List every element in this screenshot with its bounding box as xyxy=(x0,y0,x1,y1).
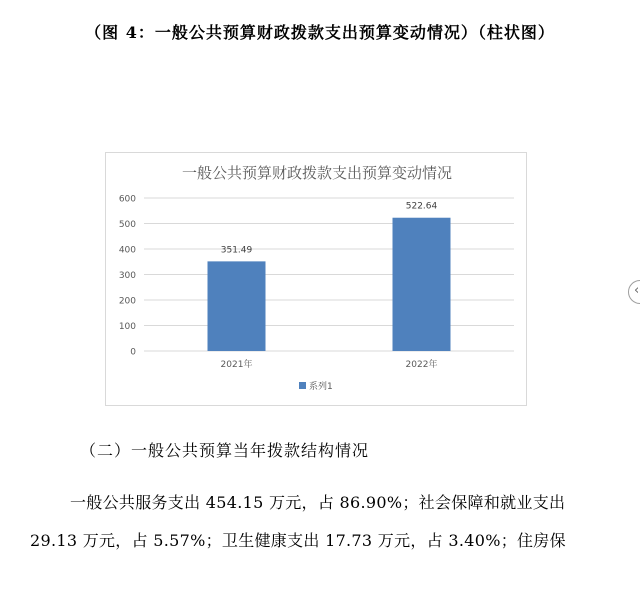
bar xyxy=(208,261,266,351)
chart-title: 一般公共预算财政拨款支出预算变动情况 xyxy=(181,164,453,182)
y-axis-ticks xyxy=(119,195,136,358)
y-tick-label: 100 xyxy=(118,322,136,332)
legend-swatch xyxy=(299,382,306,389)
y-tick-label: 200 xyxy=(118,296,136,307)
legend xyxy=(299,380,333,392)
body-line-2: 29.13 万元，占 5.57%；卫生健康支出 17.73 万元，占 3.40%；住房保 xyxy=(30,531,566,550)
y-tick-label: 600 xyxy=(118,194,136,205)
y-tick-label: 300 xyxy=(118,271,136,281)
gridlines xyxy=(144,198,514,351)
x-tick-label: 2022年 xyxy=(405,360,438,370)
y-tick-label: 0 xyxy=(130,347,136,358)
data-label: 351.49 xyxy=(220,245,253,256)
bars xyxy=(208,218,451,351)
y-tick-label: 400 xyxy=(118,245,136,256)
body-paragraph xyxy=(30,484,610,560)
y-tick-label: 500 xyxy=(118,220,136,230)
scroll-hint-icon[interactable]: ‹ xyxy=(628,280,640,304)
x-axis-ticks xyxy=(221,358,438,370)
figure-caption: （图 4：一般公共预算财政拨款支出预算变动情况）（柱状图） xyxy=(85,23,555,42)
bar xyxy=(393,218,451,351)
chart-svg xyxy=(106,153,528,407)
legend-label: 系列1 xyxy=(309,382,333,392)
data-label: 522.64 xyxy=(405,201,438,212)
section-heading: （二）一般公共预算当年拨款结构情况 xyxy=(80,441,370,460)
bar-chart xyxy=(105,152,527,406)
body-line-1: 一般公共服务支出 454.15 万元，占 86.90%；社会保障和就业支出 xyxy=(70,493,566,512)
x-tick-label: 2021年 xyxy=(220,360,253,370)
